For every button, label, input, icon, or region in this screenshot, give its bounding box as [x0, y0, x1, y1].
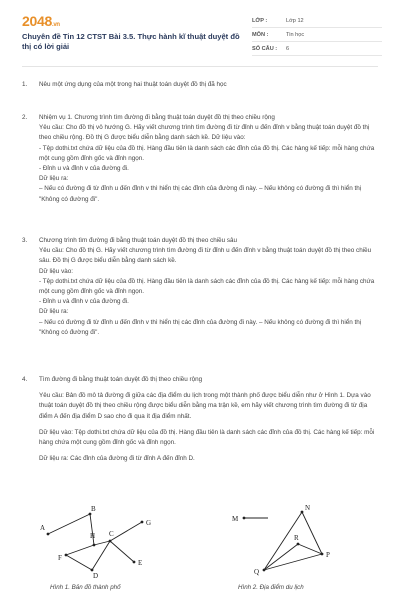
question-text: Tìm đường đi bằng thuật toán duyệt đồ thị theo chiều rộng — [39, 376, 203, 383]
question-3 — [22, 236, 380, 338]
question-text: Nhiệm vụ 1. Chương trình tìm đường đi bằng thuật toán duyệt đồ thị theo chiều rộng — [39, 114, 275, 121]
node-label-d: D — [93, 572, 99, 580]
node-label-h: H — [90, 532, 96, 540]
graph-edge — [264, 544, 298, 570]
graph-edge — [110, 541, 134, 562]
question-text: - Tệp dothi.txt chứa dữ liệu của đồ thị. Hàng đầu tiên là danh sách các đỉnh của đồ thị. Các hàng kế tiếp: mỗi hàng chứa một cung gồm đỉnh gốc và đỉnh ngọn. — [39, 277, 375, 295]
graph-node-dot — [243, 517, 246, 520]
node-label-a: A — [40, 524, 46, 532]
question-text: Chương trình tìm đường đi bằng thuật toán duyệt đồ thị theo chiều sâu — [39, 237, 238, 244]
graph-node-dot — [141, 521, 144, 524]
question-text: Dữ liệu vào: — [39, 267, 73, 275]
graph-node-dot — [301, 511, 304, 514]
node-label-g: G — [146, 519, 152, 527]
graph-node-dot — [89, 513, 92, 516]
question-text: Yêu cầu: Cho đồ thị vô hướng G. Hãy viết chương trình tìm đường đi từ đỉnh u đến đỉnh v bằng thuật toán duyệt đồ thị theo chiều rộng. Đồ thị G được biểu diễn bằng danh sách kề. Dữ liệu vào: — [39, 124, 370, 142]
node-label-e: E — [138, 559, 143, 567]
graph-node-dot — [91, 569, 94, 572]
meta-key: SỐ CÂU : — [252, 45, 278, 52]
graph-edge — [110, 522, 142, 541]
document-meta — [252, 14, 382, 56]
node-label-m: M — [232, 515, 239, 523]
node-label-p: P — [326, 551, 330, 559]
question-number: 4. — [22, 376, 28, 383]
node-label-f: F — [58, 554, 62, 562]
question-text: – Nếu có đường đi từ đỉnh u đến đỉnh v thì hiển thị các đỉnh của đường đi này. – Nếu không có đường đi thì hiển thị "Không có đường đi". — [39, 185, 362, 203]
question-text: Dữ liệu ra: — [39, 308, 69, 316]
graph-edge — [48, 514, 90, 534]
figure-1-caption: Hình 1. Bản đồ thành phố — [50, 584, 121, 591]
meta-row-count — [252, 42, 382, 56]
question-1 — [22, 80, 380, 90]
figure-tourist-places — [222, 500, 342, 580]
question-text: Dữ liệu vào: Tệp dothi.txt chứa dữ liệu của đồ thị. Hàng đầu tiên là danh sách các đỉnh của đồ thị. Các hàng kế tiếp: mỗi hàng chứa một cung gồm đỉnh gốc và đỉnh ngọn. — [39, 428, 375, 446]
figure-city-map — [38, 500, 168, 580]
meta-value: 6 — [286, 45, 290, 52]
meta-value: Tin học — [286, 31, 305, 38]
page-title: Chuyên đề Tin 12 CTST Bài 3.5. Thực hành kĩ thuật duyệt đồ thị có lời giải — [22, 32, 240, 52]
meta-key: MÔN : — [252, 31, 269, 38]
question-text: Dữ liệu ra: Các đỉnh của đường đi từ đỉnh A đến đỉnh D. — [39, 455, 195, 463]
graph-node-dot — [65, 554, 68, 557]
meta-row-subject — [252, 28, 382, 42]
graph-node-dot — [297, 543, 300, 546]
question-text: Yêu cầu: Cho đồ thị G. Hãy viết chương trình tìm đường đi từ đỉnh u đến đỉnh v bằng thuật toán duyệt đồ thị theo chiều sâu. Đồ thị G được biểu diễn bằng danh sách kề. — [39, 247, 372, 265]
question-number: 1. — [22, 81, 28, 88]
node-label-b: B — [91, 505, 96, 513]
city-map-graph — [38, 500, 168, 580]
header-divider — [22, 66, 378, 67]
question-text: Dữ liệu ra: — [39, 175, 69, 183]
graph-node-dot — [93, 544, 96, 547]
graph-node-dot — [321, 553, 324, 556]
graph-edge — [66, 545, 94, 555]
node-label-r: R — [294, 534, 299, 542]
graph-node-dot — [133, 561, 136, 564]
node-label-q: Q — [254, 568, 260, 576]
graph-node-dot — [109, 540, 112, 543]
graph-edge — [302, 512, 322, 554]
site-logo[interactable]: 2048.vn — [22, 13, 60, 29]
node-label-n: N — [305, 504, 311, 512]
question-text: - Tệp dothi.txt chứa dữ liệu của đồ thị. Hàng đầu tiên là danh sách các đỉnh của đồ thị. Các hàng kế tiếp: mỗi hàng chứa một cung gồm đỉnh gốc và đỉnh ngọn. — [39, 144, 375, 162]
question-2 — [22, 113, 380, 205]
question-text: – Nếu có đường đi từ đỉnh u đến đỉnh v thì hiển thị các đỉnh của đường đi này. – Nếu không có đường đi thì hiển thị "Không có đường đi". — [39, 318, 362, 336]
question-text: Nêu một ứng dụng của một trong hai thuật toán duyệt đồ thị đã học — [39, 81, 227, 88]
figure-2-caption: Hình 2. Địa điểm du lịch — [238, 584, 304, 591]
question-text: - Đỉnh u và đỉnh v của đường đi. — [39, 298, 129, 306]
question-4 — [22, 375, 380, 464]
node-label-c: C — [109, 530, 114, 538]
meta-key: LỚP : — [252, 17, 268, 24]
question-text: - Đỉnh u và đỉnh v của đường đi. — [39, 164, 129, 172]
question-text: Yêu cầu: Bản đồ mô tả đường đi giữa các địa điểm du lịch trong một thành phố được biểu diễn như ở Hình 1. Dựa vào thuật toán duyệt đồ thị theo chiều rộng được biểu diễn bằng ma trận kề, em hãy viết chương trình tìm đường đi từ địa điểm A đến địa điểm D sao cho đi qua ít địa điểm nhất. — [39, 392, 371, 420]
graph-edge — [66, 555, 92, 570]
tourist-places-graph — [222, 500, 342, 580]
graph-edge — [90, 514, 94, 545]
graph-node-dot — [263, 569, 266, 572]
meta-row-class — [252, 14, 382, 28]
question-number: 2. — [22, 114, 28, 121]
meta-value: Lớp 12 — [286, 17, 304, 24]
question-number: 3. — [22, 237, 28, 244]
graph-node-dot — [47, 533, 50, 536]
